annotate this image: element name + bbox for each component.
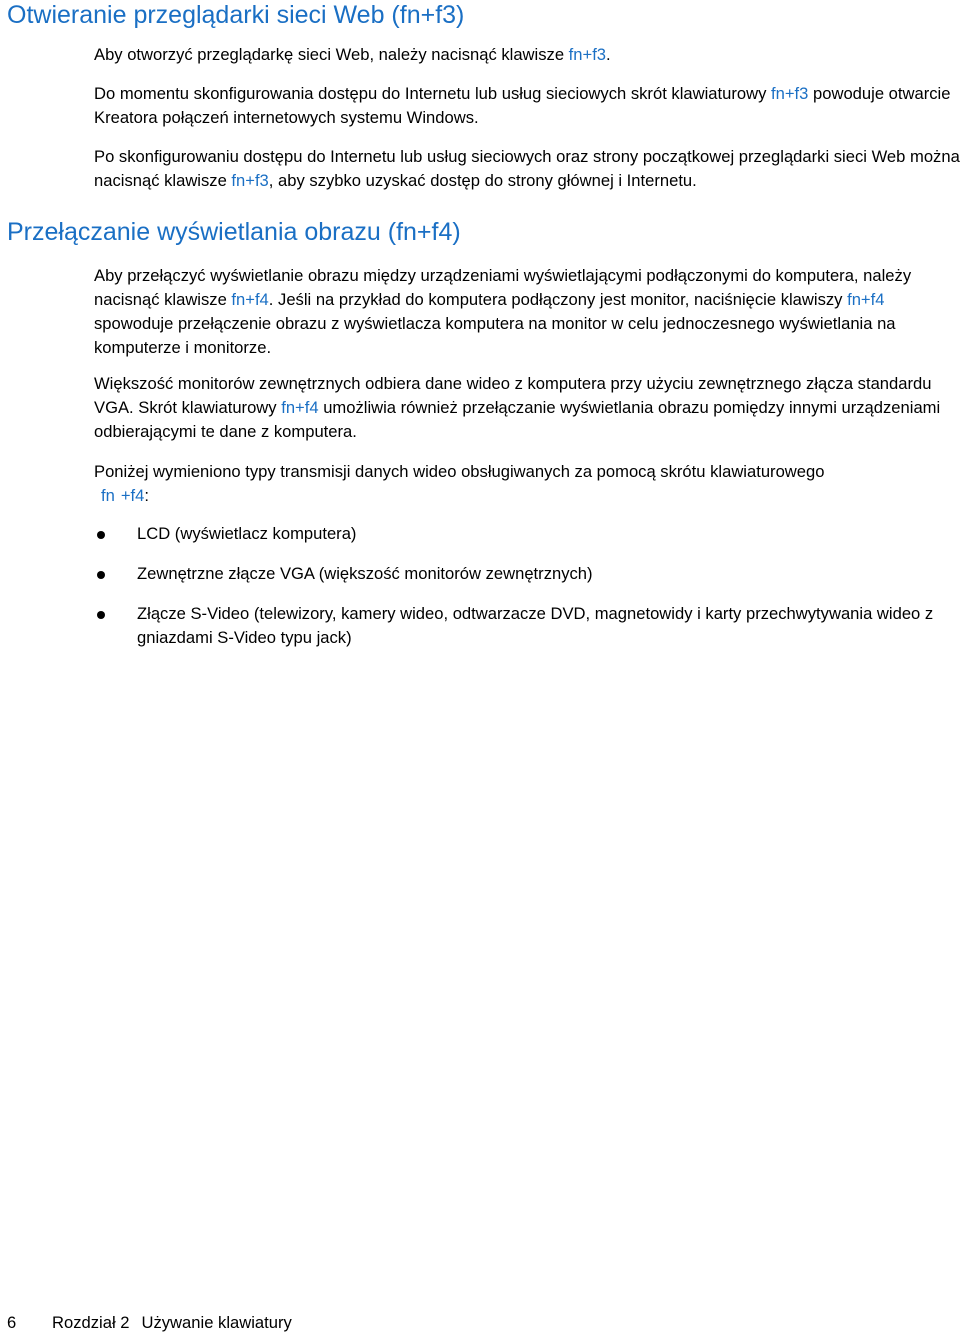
paragraph-before-config bbox=[94, 82, 960, 130]
chapter-label: Rozdział 2 bbox=[52, 1313, 130, 1332]
list-item bbox=[94, 602, 960, 650]
page-number: 6 bbox=[7, 1313, 17, 1332]
paragraph-text: umożliwia również przełączanie wyświetlania obrazu pomiędzy innymi urządzeniami odbierającymi te dane z komputera. bbox=[94, 398, 941, 441]
list-item-text: Zewnętrzne złącze VGA (większość monitorów zewnętrznych) bbox=[137, 564, 593, 583]
section-heading-web-browser: Otwieranie przeglądarki sieci Web (fn+f3) bbox=[7, 1, 465, 29]
section-heading-display-switch: Przełączanie wyświetlania obrazu (fn+f4) bbox=[7, 218, 461, 246]
bullet-icon bbox=[97, 611, 105, 619]
key-combo-fn-f3: fn+f3 bbox=[231, 171, 269, 190]
bullet-icon bbox=[97, 571, 105, 579]
key-fn: fn bbox=[101, 486, 115, 505]
paragraph-text: Aby otworzyć przeglądarkę sieci Web, należy nacisnąć klawisze bbox=[94, 45, 569, 64]
list-item bbox=[94, 522, 960, 546]
paragraph-open-browser bbox=[94, 43, 960, 67]
list-item-text: Złącze S-Video (telewizory, kamery wideo, odtwarzacze DVD, magnetowidy i karty przechwytywania wideo z gniazdami S-Video typu jack) bbox=[137, 604, 934, 647]
paragraph-text: Poniżej wymieniono typy transmisji danych wideo obsługiwanych za pomocą skrótu klawiaturowego bbox=[94, 462, 825, 481]
paragraph-text: Większość monitorów zewnętrznych odbiera dane wideo z komputera przy użyciu zewnętrznego złącza standardu VGA. Skrót klawiaturowy bbox=[94, 374, 932, 417]
paragraph-text: Aby przełączyć wyświetlanie obrazu między urządzeniami wyświetlającymi podłączonymi do komputera, należy nacisnąć klawisze bbox=[94, 266, 912, 309]
paragraph-vga-monitors bbox=[94, 372, 960, 444]
key-f4: +f4 bbox=[120, 486, 145, 505]
list-item-text: LCD (wyświetlacz komputera) bbox=[137, 524, 357, 543]
paragraph-text: Po skonfigurowaniu dostępu do Internetu lub usług sieciowych oraz strony początkowej przeglądarki sieci Web można nacisnąć klawisze bbox=[94, 147, 960, 190]
paragraph-text: Do momentu skonfigurowania dostępu do Internetu lub usług sieciowych skrót klawiaturowy bbox=[94, 84, 772, 103]
key-combo-fn-f3: fn+f3 bbox=[568, 45, 607, 64]
key-combo-fn-f4: fn+f4 bbox=[847, 290, 885, 309]
paragraph-video-types-intro bbox=[94, 460, 960, 508]
key-combo-fn-f4: fn+f4 bbox=[281, 398, 319, 417]
paragraph-text: spowoduje przełączenie obrazu z wyświetlacza komputera na monitor w celu jednoczesnego wyświetlania na komputerze i monitorze. bbox=[94, 314, 896, 357]
paragraph-after-config bbox=[94, 145, 960, 193]
paragraph-text: powoduje otwarcie Kreatora połączeń internetowych systemu Windows. bbox=[94, 84, 951, 127]
paragraph-text: : bbox=[144, 486, 149, 505]
chapter-title: Używanie klawiatury bbox=[141, 1313, 292, 1332]
key-combo-fn-f3: fn+f3 bbox=[771, 84, 809, 103]
video-types-list bbox=[94, 522, 960, 666]
page-footer bbox=[7, 1313, 292, 1333]
paragraph-text: , aby szybko uzyskać dostęp do strony głównej i Internetu. bbox=[268, 171, 697, 190]
paragraph-text: . Jeśli na przykład do komputera podłączony jest monitor, naciśnięcie klawiszy bbox=[268, 290, 848, 309]
key-combo-fn-f4: fn+f4 bbox=[231, 290, 269, 309]
paragraph-switch-display bbox=[94, 264, 960, 360]
paragraph-text: . bbox=[606, 45, 611, 64]
bullet-icon bbox=[97, 531, 105, 539]
list-item bbox=[94, 562, 960, 586]
